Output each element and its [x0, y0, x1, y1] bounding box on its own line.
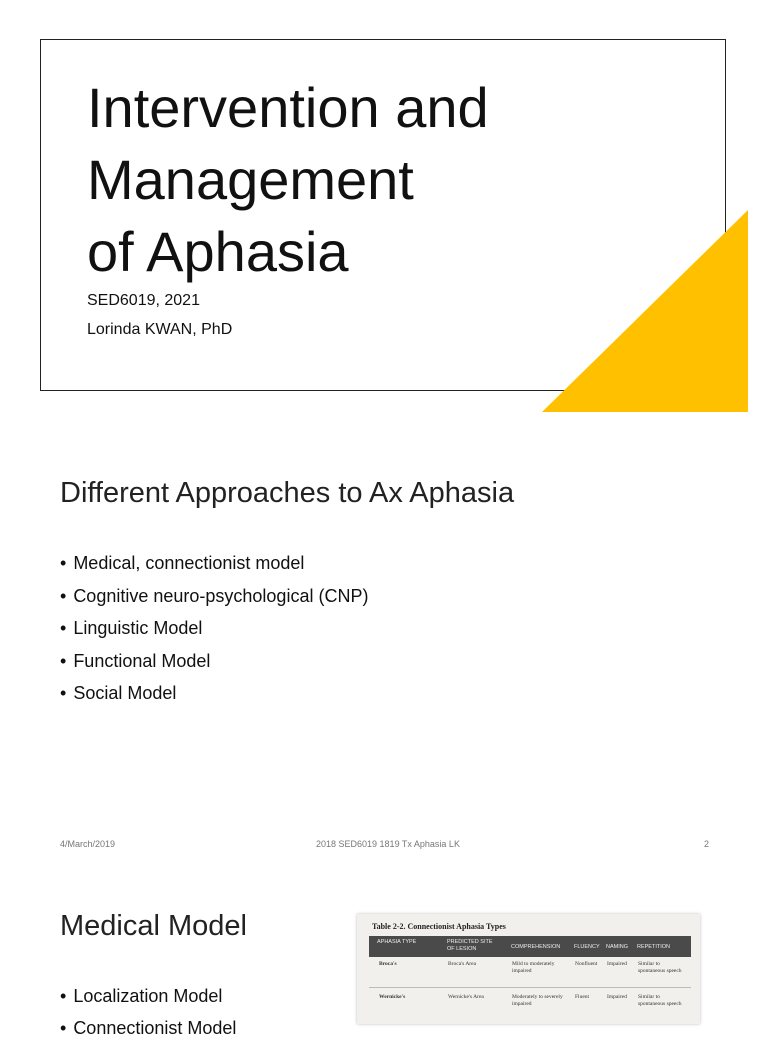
list-item: • Linguistic Model	[60, 612, 368, 645]
title-line: Intervention and	[87, 76, 489, 139]
table-cell: Broca's	[379, 961, 397, 967]
table-cell: Impaired	[607, 994, 627, 1000]
list-item: • Connectionist Model	[60, 1012, 236, 1044]
footer-date: 4/March/2019	[60, 839, 116, 849]
table-cell: Nonfluent	[575, 961, 598, 967]
row-divider	[369, 987, 691, 988]
approach-list	[60, 547, 368, 710]
page-number: 2	[704, 839, 710, 849]
section-title: Different Approaches to Ax Aphasia	[60, 477, 515, 509]
title-line: Management	[87, 148, 414, 211]
list-item: • Cognitive neuro-psychological (CNP)	[60, 580, 368, 613]
table-cell: Wernicke's	[379, 994, 406, 1000]
table-cell: Similar to spontaneous speech	[638, 994, 682, 1007]
table-cell: Wernicke's Area	[448, 994, 484, 1000]
list-item: • Functional Model	[60, 645, 368, 678]
table-cell: Similar to spontaneous speech	[638, 961, 682, 974]
course-code: SED6019, 2021	[87, 292, 200, 309]
section-title: Medical Model	[60, 910, 247, 942]
aphasia-table-photo	[357, 914, 700, 1024]
column-header: FLUENCY	[574, 944, 600, 950]
list-item: • Localization Model	[60, 980, 236, 1012]
list-item: • Medical, connectionist model	[60, 547, 368, 580]
column-header: COMPREHENSION	[511, 944, 561, 950]
footer-text: 2018 SED6019 1819 Tx Aphasia LK	[316, 839, 460, 849]
table-caption: Table 2-2. Connectionist Aphasia Types	[372, 922, 506, 931]
list-item: • Social Model	[60, 677, 368, 710]
author-name: Lorinda KWAN, PhD	[87, 321, 233, 338]
slide-title	[87, 72, 607, 288]
model-list	[60, 980, 236, 1044]
column-header: NAMING	[606, 944, 628, 950]
table-cell: Mild to moderately impaired	[512, 961, 555, 974]
column-header: PREDICTED SITE OF LESION	[447, 939, 493, 952]
column-header: APHASIA TYPE	[377, 939, 417, 945]
table-header	[369, 936, 691, 957]
column-header: REPETITION	[637, 944, 671, 950]
table-cell: Impaired	[607, 961, 627, 967]
table-cell: Broca's Area	[448, 961, 477, 967]
table-cell: Fluent	[575, 994, 590, 1000]
title-line: of Aphasia	[87, 220, 349, 283]
table-cell: Moderately to severely impaired	[512, 994, 563, 1007]
